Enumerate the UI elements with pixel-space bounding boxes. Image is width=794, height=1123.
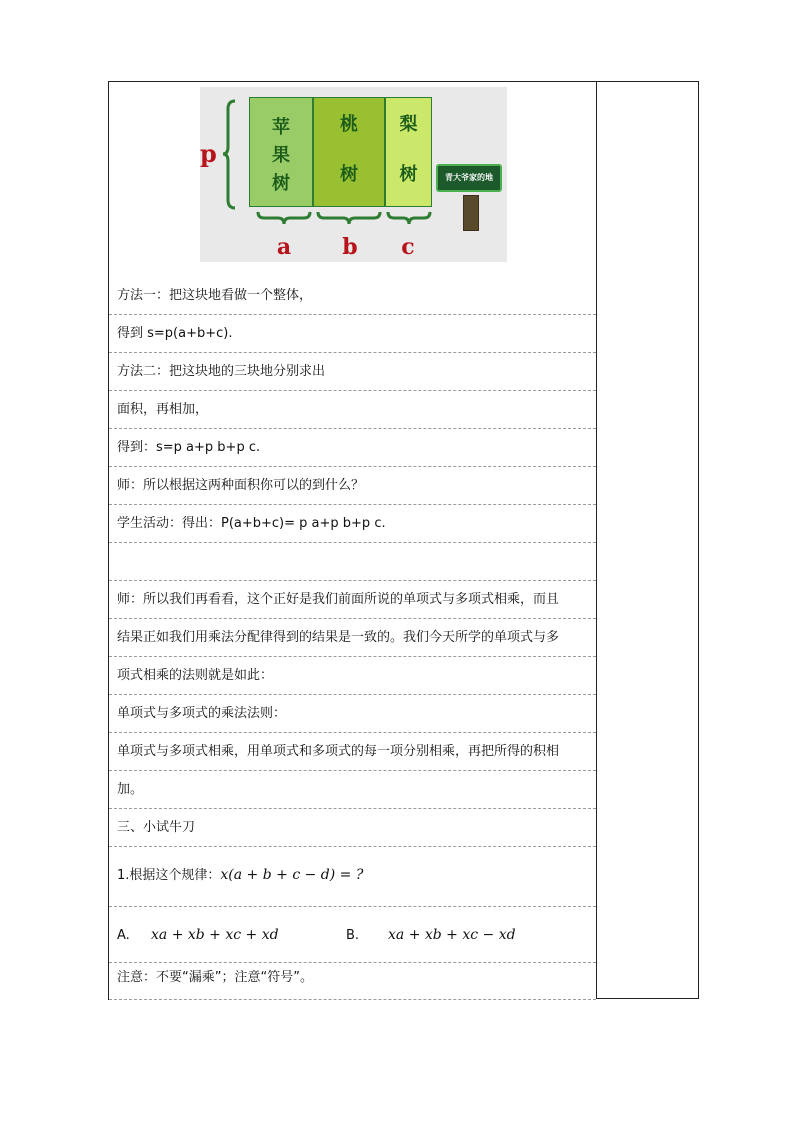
text-row: 学生活动：得出：P(a+b+c)= p a+p b+p c.: [109, 505, 596, 543]
horizontal-brace-icon: [386, 211, 432, 225]
vertical-brace-icon: [222, 99, 236, 210]
question-row: [109, 847, 596, 907]
plot-char: 果: [272, 145, 290, 166]
peach-tree-plot: [313, 97, 385, 207]
segment-label-b: b: [342, 234, 358, 260]
option-b-letter: B.: [346, 928, 360, 943]
sign-board: 青大爷家的地: [436, 164, 502, 192]
text-row: 方法二：把这块地的三块地分别求出: [109, 353, 596, 391]
notes-column: [596, 81, 699, 999]
option-a-letter: A.: [117, 928, 130, 943]
text-row: 单项式与多项式相乘，用单项式和多项式的每一项分别相乘，再把所得的积相: [109, 733, 596, 771]
section-heading: 三、小试牛刀: [109, 809, 596, 847]
orchard-illustration: [200, 87, 507, 262]
option-a-expression: xa + xb + xc + xd: [151, 927, 279, 943]
text-row: 方法一：把这块地看做一个整体，: [109, 277, 596, 315]
apple-tree-plot: [249, 97, 313, 207]
plot-char: 苹: [272, 117, 290, 138]
plot-char: 桃: [340, 114, 358, 135]
question-expression: x(a + b + c − d) = ?: [220, 867, 364, 883]
text-row: 面积，再相加，: [109, 391, 596, 429]
pear-tree-plot: [385, 97, 432, 207]
plot-char: 梨: [399, 114, 418, 135]
empty-row: [109, 543, 596, 581]
text-row: 项式相乘的法则就是如此：: [109, 657, 596, 695]
text-row: 得到：s=p a+p b+p c.: [109, 429, 596, 467]
horizontal-brace-icon: [316, 211, 382, 225]
horizontal-brace-icon: [256, 211, 312, 225]
text-row: 加。: [109, 771, 596, 809]
plot-char: 树: [399, 164, 418, 185]
lesson-table: [108, 81, 699, 999]
text-row: 师：所以我们再看看，这个正好是我们前面所说的单项式与多项式相乘，而且: [109, 581, 596, 619]
text-row: 得到 s=p(a+b+c).: [109, 315, 596, 353]
plot-char: 树: [340, 164, 358, 185]
segment-label-a: a: [276, 234, 292, 260]
segment-label-c: c: [401, 234, 415, 260]
text-row: 单项式与多项式的乘法法则：: [109, 695, 596, 733]
option-b-expression: xa + xb + xc − xd: [388, 927, 516, 943]
text-row: 师：所以根据这两种面积你可以的到什么？: [109, 467, 596, 505]
question-prefix: 1.根据这个规律：: [117, 868, 221, 883]
note-row: 注意：不要“漏乘”；注意“符号”。: [109, 963, 596, 1000]
plot-char: 树: [272, 173, 290, 194]
p-label: p: [200, 139, 217, 168]
content-column: [108, 81, 596, 1000]
options-row: [109, 907, 596, 963]
text-row: 结果正如我们用乘法分配律得到的结果是一致的。我们今天所学的单项式与多: [109, 619, 596, 657]
sign-post: [463, 195, 479, 231]
